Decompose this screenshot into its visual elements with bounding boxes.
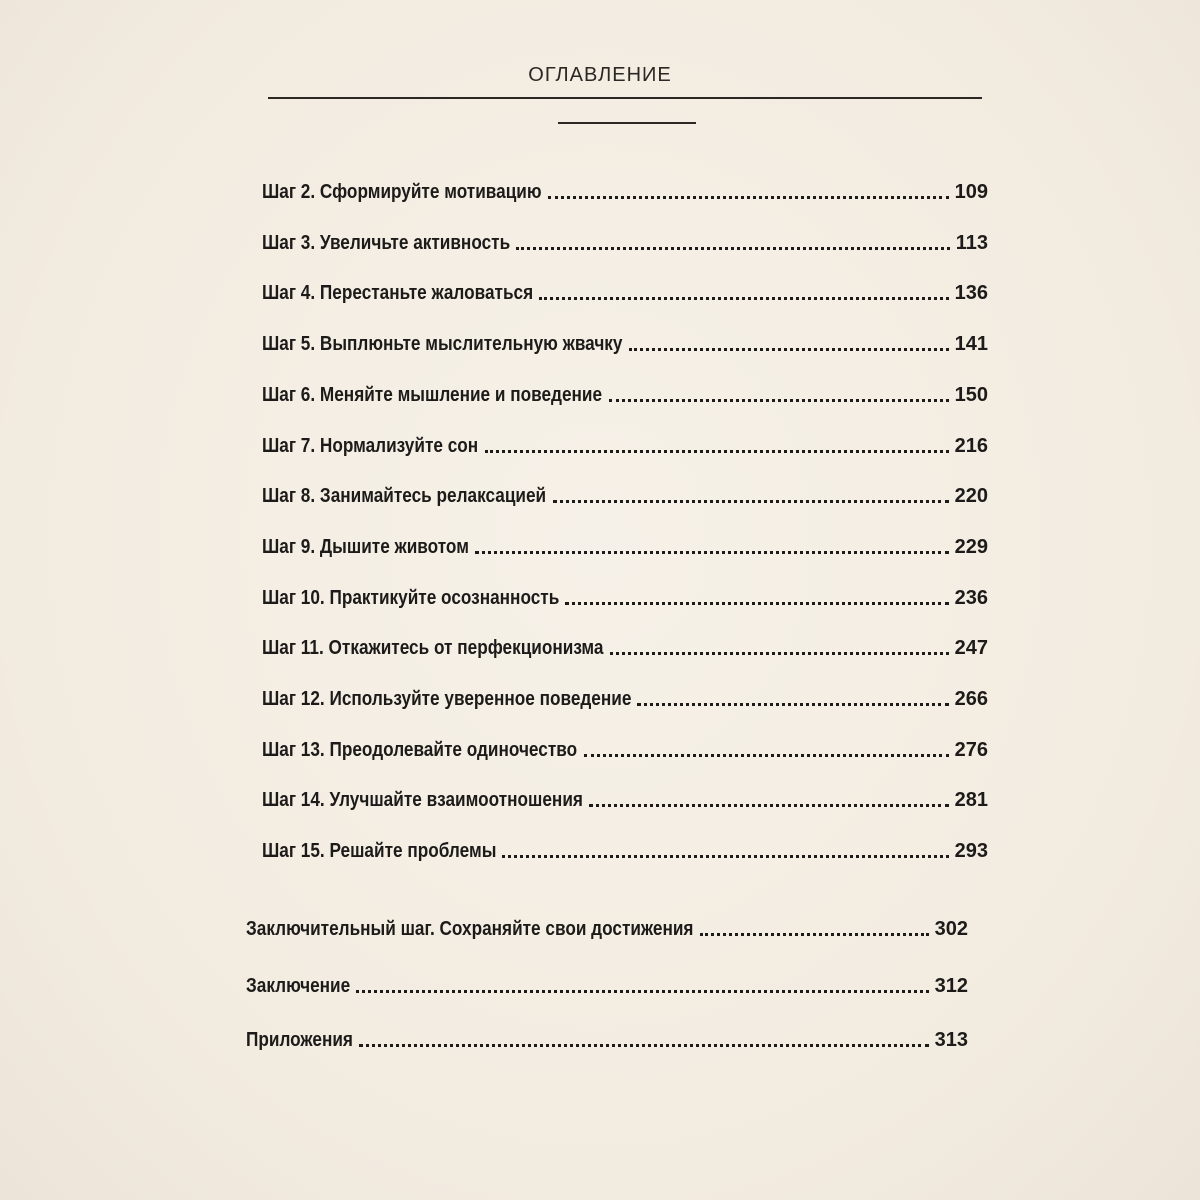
toc-entry-page-number: 236	[954, 587, 988, 609]
toc-entry-page-number: 247	[954, 637, 988, 659]
toc-entry-page-number: 109	[954, 181, 988, 203]
toc-entry-label: Заключение	[246, 975, 351, 997]
toc-entry	[262, 827, 988, 861]
toc-entry-label: Шаг 8. Занимайтесь релаксацией	[262, 485, 547, 507]
toc-entry-page-number: 220	[954, 485, 988, 507]
toc-entry-label: Шаг 10. Практикуйте осознанность	[262, 587, 560, 609]
dot-leader	[609, 399, 949, 402]
toc-entry	[262, 269, 988, 303]
toc-entry-label: Шаг 11. Откажитесь от перфекционизма	[262, 637, 604, 659]
dot-leader	[700, 933, 929, 936]
dot-leader	[359, 1044, 928, 1047]
toc-entry-label: Шаг 6. Меняйте мышление и поведение	[262, 384, 603, 406]
toc-entry-page-number: 302	[934, 918, 968, 940]
dot-leader	[502, 855, 949, 858]
toc-entry-label: Шаг 7. Нормализуйте сон	[262, 435, 479, 457]
toc-entry-page-number: 281	[954, 789, 988, 811]
toc-entry	[246, 905, 968, 939]
toc-entry-label: Шаг 14. Улучшайте взаимоотношения	[262, 789, 583, 811]
toc-entry-page-number: 293	[954, 840, 988, 862]
dot-leader	[356, 990, 928, 993]
toc-entry-page-number: 216	[954, 435, 988, 457]
dot-leader	[516, 247, 950, 250]
toc-entry	[262, 675, 988, 709]
dot-leader	[565, 602, 949, 605]
toc-entry-label: Шаг 5. Выплюньте мыслительную жвачку	[262, 333, 623, 355]
toc-entry	[262, 422, 988, 456]
dot-leader	[539, 297, 948, 300]
dot-leader	[629, 348, 949, 351]
toc-entry	[262, 726, 988, 760]
toc-entry	[262, 574, 988, 608]
toc-entry	[262, 168, 988, 202]
dot-leader	[475, 551, 949, 554]
toc-entry	[246, 962, 968, 996]
dot-leader	[548, 196, 949, 199]
toc-entry-page-number: 141	[954, 333, 988, 355]
dot-leader	[553, 500, 949, 503]
toc-entry	[246, 1016, 968, 1050]
toc-entry-label: Шаг 13. Преодолевайте одиночество	[262, 739, 578, 761]
toc-entry-label: Шаг 15. Решайте проблемы	[262, 840, 497, 862]
dot-leader	[637, 703, 949, 706]
toc-entry-page-number: 136	[954, 282, 988, 304]
toc-entry-label: Шаг 2. Сформируйте мотивацию	[262, 181, 542, 203]
dot-leader	[584, 754, 949, 757]
dot-leader	[589, 804, 948, 807]
dot-leader	[485, 450, 949, 453]
toc-entry	[262, 523, 988, 557]
toc-entry	[262, 320, 988, 354]
toc-entry-label: Шаг 9. Дышите животом	[262, 536, 469, 558]
toc-entry-page-number: 229	[954, 536, 988, 558]
toc-entry-page-number: 266	[954, 688, 988, 710]
toc-entry-page-number: 150	[954, 384, 988, 406]
toc-entry-label: Заключительный шаг. Сохраняйте свои достижения	[246, 918, 694, 940]
toc-entry	[262, 219, 988, 253]
toc-entry-page-number: 113	[955, 232, 988, 254]
toc-entry-label: Приложения	[246, 1029, 353, 1051]
toc-entry	[262, 371, 988, 405]
toc-entry	[262, 776, 988, 810]
toc-entry-label: Шаг 4. Перестаньте жаловаться	[262, 282, 534, 304]
toc-entry	[262, 624, 988, 658]
dot-leader	[610, 652, 949, 655]
toc-entry-label: Шаг 12. Используйте уверенное поведение	[262, 688, 632, 710]
toc-entry-label: Шаг 3. Увеличьте активность	[262, 232, 511, 254]
toc-entry	[262, 472, 988, 506]
page-header-title: ОГЛАВЛЕНИЕ	[528, 64, 672, 86]
toc-entry-page-number: 276	[954, 739, 988, 761]
toc-entry-page-number: 313	[934, 1029, 968, 1051]
toc-entry-page-number: 312	[934, 975, 968, 997]
